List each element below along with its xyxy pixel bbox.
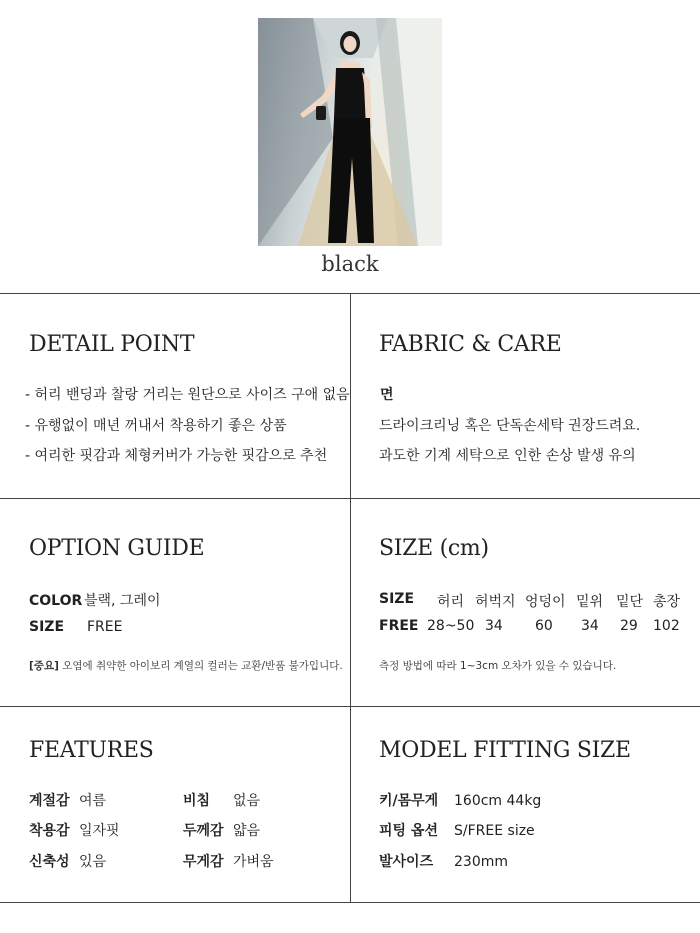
option-guide-section — [29, 536, 204, 561]
size-row-cell: FREE — [379, 618, 419, 634]
feature-key: 비침 — [183, 793, 211, 809]
model-illustration — [258, 18, 442, 246]
size-header-cell: 허벅지 — [475, 594, 516, 610]
size-note: 측정 방법에 따라 1~3cm 오차가 있을 수 있습니다. — [379, 660, 617, 672]
column-divider — [350, 293, 351, 902]
feature-item — [29, 790, 106, 810]
feature-value: 있음 — [79, 854, 107, 870]
model-fitting-key: 발사이즈 — [379, 854, 434, 870]
model-fitting-title: MODEL FITTING SIZE — [379, 738, 631, 763]
feature-item — [29, 820, 120, 840]
size-header-cell: 허리 — [437, 594, 465, 610]
size-header-cell: 밑위 — [576, 594, 604, 610]
feature-key: 신축성 — [29, 854, 70, 870]
color-caption: black — [321, 252, 379, 276]
feature-value: 여름 — [79, 793, 107, 809]
fabric-care-line: 드라이크리닝 혹은 단독손세탁 권장드려요. — [379, 418, 641, 434]
option-size-key: SIZE — [29, 619, 65, 635]
model-fitting-section — [379, 738, 631, 763]
feature-item — [29, 851, 106, 871]
detail-point-item: - 여리한 핏감과 체형커버가 가능한 핏감으로 추천 — [25, 448, 328, 464]
size-row-cell: 29 — [620, 618, 638, 634]
option-size-value: FREE — [87, 619, 123, 635]
option-color-row — [29, 590, 161, 610]
size-row-cell: 60 — [535, 618, 553, 634]
size-row-cell: 34 — [581, 618, 599, 634]
option-color-value: 블랙, 그레이 — [84, 593, 161, 609]
size-chart-section — [379, 536, 489, 561]
product-photo — [258, 18, 442, 246]
feature-item — [183, 851, 274, 871]
feature-value: 일자핏 — [79, 823, 120, 839]
feature-item — [183, 820, 260, 840]
size-chart-title: SIZE (cm) — [379, 536, 489, 561]
size-row-cell: 34 — [485, 618, 503, 634]
fabric-care-line: 과도한 기계 세탁으로 인한 손상 발생 유의 — [379, 448, 636, 464]
feature-value: 얇음 — [233, 823, 261, 839]
size-row-cell: 102 — [653, 618, 680, 634]
fabric-care-title: FABRIC & CARE — [379, 332, 562, 357]
model-fitting-item — [379, 790, 541, 810]
model-fitting-value: 160cm 44kg — [454, 793, 542, 809]
size-header-cell: SIZE — [379, 591, 415, 607]
detail-point-item: - 유행없이 매년 꺼내서 착용하기 좋은 상품 — [25, 418, 287, 434]
feature-key: 무게감 — [183, 854, 224, 870]
model-fitting-key: 피팅 옵션 — [379, 823, 438, 839]
fabric-material: 면 — [380, 387, 394, 403]
feature-key: 착용감 — [29, 823, 70, 839]
divider — [0, 902, 700, 903]
detail-point-title: DETAIL POINT — [29, 332, 195, 357]
option-color-key: COLOR — [29, 593, 83, 609]
size-header-cell: 엉덩이 — [525, 594, 566, 610]
features-title: FEATURES — [29, 738, 154, 763]
option-guide-title: OPTION GUIDE — [29, 536, 205, 561]
features-section — [29, 738, 154, 763]
model-fitting-key: 키/몸무게 — [379, 793, 439, 809]
detail-point-section — [29, 332, 194, 357]
feature-key: 계절감 — [29, 793, 70, 809]
model-fitting-value: 230mm — [454, 854, 508, 870]
feature-value: 가벼움 — [233, 854, 274, 870]
model-fitting-item — [379, 820, 535, 840]
option-size-row — [29, 619, 122, 635]
model-fitting-value: S/FREE size — [454, 823, 535, 839]
model-fitting-item — [379, 851, 508, 871]
option-note-text: 오염에 취약한 아이보리 계열의 컬러는 교환/반품 불가입니다. — [58, 660, 343, 672]
fabric-care-section — [379, 332, 562, 357]
size-header-cell: 밑단 — [616, 594, 644, 610]
feature-item — [183, 790, 260, 810]
size-row-cell: 28~50 — [427, 618, 475, 634]
detail-point-item: - 허리 밴딩과 찰랑 거리는 원단으로 사이즈 구애 없음 — [25, 387, 350, 403]
feature-value: 없음 — [233, 793, 261, 809]
option-note-tag: [중요] — [29, 660, 59, 672]
option-note — [29, 658, 343, 673]
feature-key: 두께감 — [183, 823, 224, 839]
size-header-cell: 총장 — [653, 594, 681, 610]
